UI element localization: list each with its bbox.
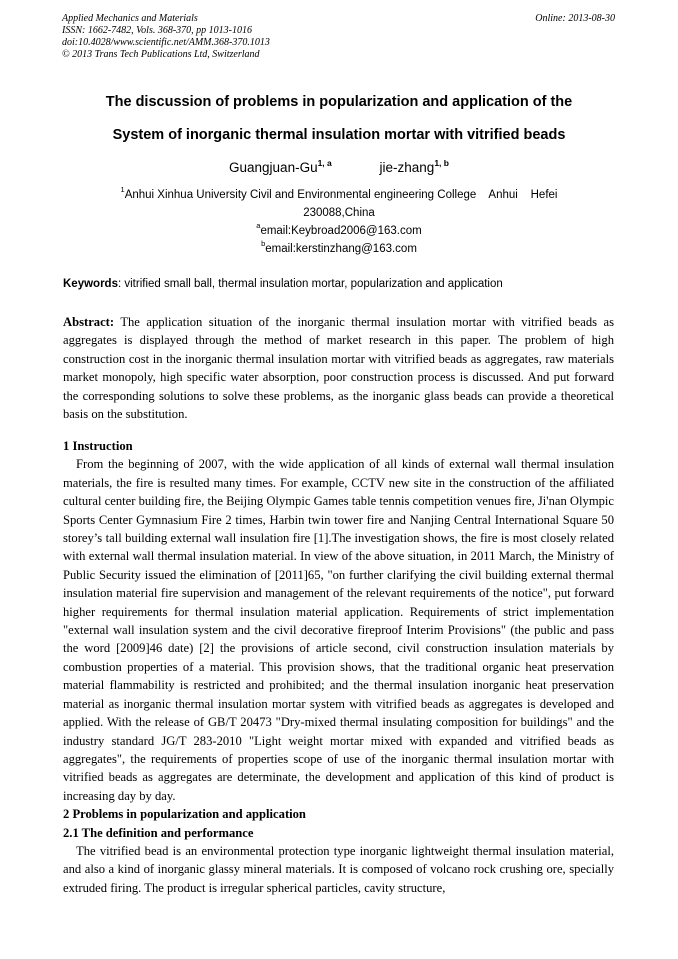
issn-line: ISSN: 1662-7482, Vols. 368-370, pp 1013-1016 [62, 25, 252, 36]
affiliation-line-1 [0, 185, 678, 201]
abstract-label: Abstract: [63, 315, 115, 329]
keywords-label: Keywords [63, 278, 118, 290]
author-1-name: Guangjuan-Gu [229, 160, 318, 175]
journal-header [62, 13, 618, 61]
keywords [63, 278, 623, 290]
author-list [0, 160, 678, 175]
author-2-name: jie-zhang [379, 160, 435, 175]
email-a-text: email:Keybroad2006@163.com [260, 225, 422, 237]
paper-title-line-2: System of inorganic thermal insulation mortar with vitrified beads [112, 127, 566, 143]
email-b [0, 239, 678, 255]
section-1-heading: 1 Instruction [63, 439, 133, 453]
email-a [0, 221, 678, 237]
affiliation-marker: 1 [120, 185, 125, 194]
abstract [63, 313, 614, 423]
section-2-heading: 2 Problems in popularization and application [63, 807, 306, 822]
journal-name: Applied Mechanics and Materials [62, 13, 198, 24]
section-2-1-heading: 2.1 The definition and performance [63, 825, 254, 840]
email-b-text: email:kerstinzhang@163.com [265, 243, 417, 255]
affiliation-text: Anhui Xinhua University Civil and Environmental engineering College Anhui Hefei [124, 189, 558, 201]
section-2-1-paragraph: The vitrified bead is an environmental protection type inorganic lightweight thermal insulation material, and also a kind of inorganic glassy mineral materials. It is composed of volcano rock crushing ore, specially extruded firing. The product is irregular spherical particles, cavity structure, [63, 843, 614, 895]
paper-title-line-1: The discussion of problems in popularization and application of the [105, 94, 573, 110]
email-b-marker: b [261, 239, 266, 248]
copyright-line: © 2013 Trans Tech Publications Ltd, Switzerland [62, 49, 260, 60]
section-1-paragraph: From the beginning of 2007, with the wide application of all kinds of external wall thermal insulation materials, the fire is resulted many times. For example, CCTV new site in the construction of the affiliated cultural center building fire, the Beijing Olympic Games table tennis competition venues fire, Ji'nan Olympic Sports Center Gymnasium Fire 2 times, Harbin twin tower fire and Nanjing Central International Square 50 storey’s tall building external wall insulation fire [1].The investigation shows, the fire is most closely related with external wall thermal insulation material. In view of the above situation, in 2011 March, the Ministry of Public Security issued the elimination of [2011]65, "on further clarifying the civil building external thermal insulation material fire supervision and management of the relevant requirements of the notice", put forward higher requirements for thermal insulation material application. Requirements of strict implementation "external wall insulation system and the civil decorative fireproof Interim Provisions" (the public and pass the word [2009]46 date) [2] the provisions of article second, civil construction insulation materials by combustion properties of a material. This provision shows, that the traditional organic heat preservation material flammability is restricted and prohibited; and the thermal insulation inorganic heat preservation material as inorganic thermal insulation mortar system with vitrified beads as aggregates is developed and applied. With the release of GB/T 20473 "Dry-mixed thermal insulating composition for buildings" and the industry standard JG/T 283-2010 "Light weight mortar mixed with expanded and vitrified beads as aggregates", the requirements of properties scope of use of the inorganic thermal insulation mortar with vitrified beads as aggregates are determinate, the development and application of this kind of product is increasing day by day. [63, 457, 614, 803]
affiliation-line-2: 230088,China [303, 207, 375, 219]
email-a-marker: a [256, 221, 261, 230]
keywords-text: : vitrified small ball, thermal insulation mortar, popularization and application [117, 278, 503, 290]
online-date: Online: 2013-08-30 [535, 13, 615, 24]
abstract-text: The application situation of the inorganic thermal insulation mortar with vitrified beads as aggregates is displayed through the method of market research in this paper. The problem of high construction cost in the inorganic thermal insulation mortar with vitrified beads as aggregates, raw materials market monopoly, high specific water absorption, poor construction process is discussed. And put forward the corresponding solutions to solve these problems, as the inorganic glass beads can provide a theoretical basis on the substitution. [63, 315, 614, 422]
author-1-marker: 1, a [317, 158, 332, 168]
body-content [63, 437, 614, 897]
author-2-marker: 1, b [434, 158, 449, 168]
doi-line: doi:10.4028/www.scientific.net/AMM.368-370.1013 [62, 37, 270, 48]
